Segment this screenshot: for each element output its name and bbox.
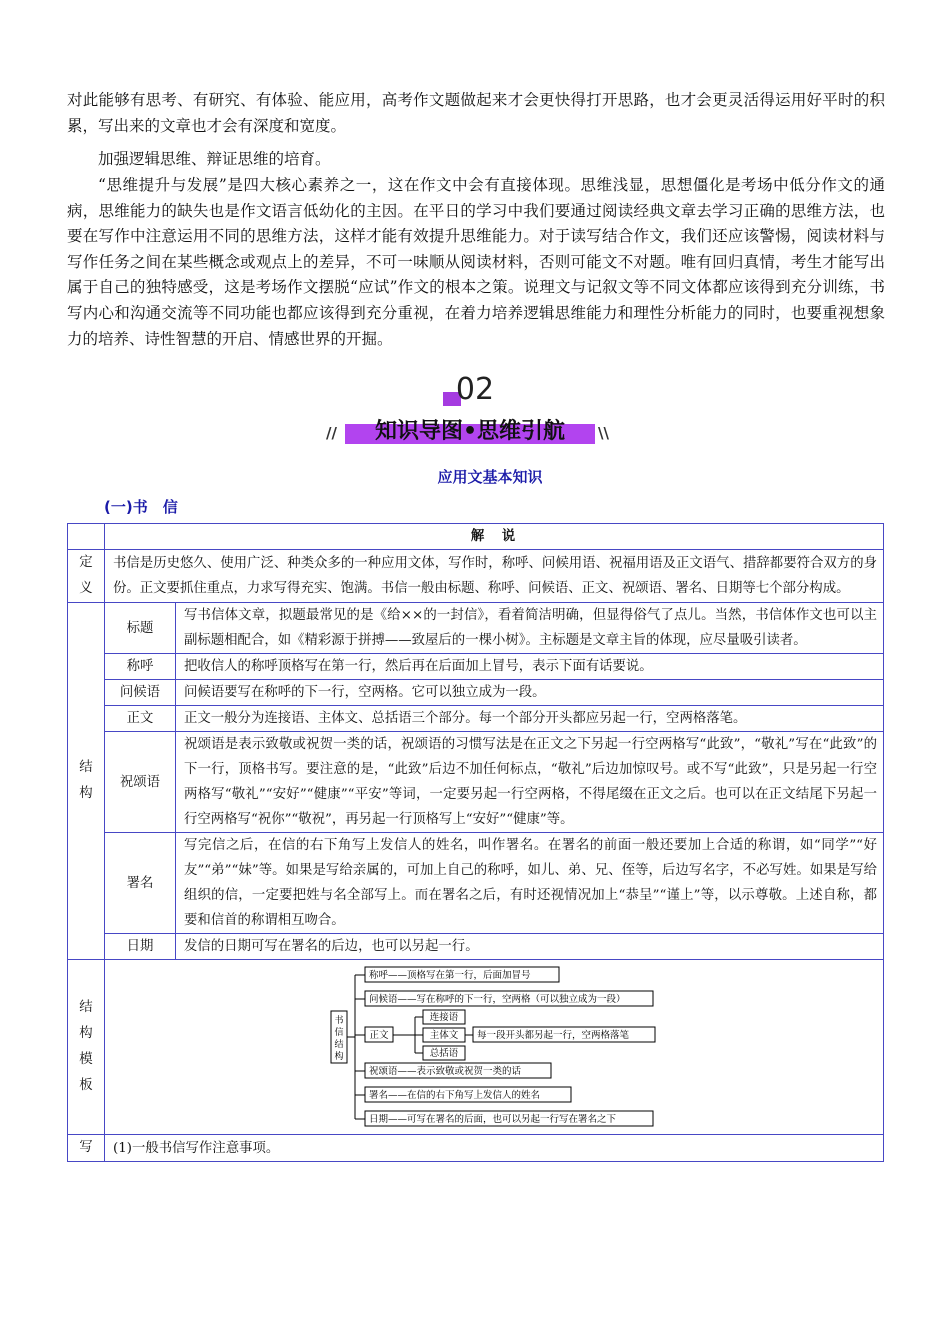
section-heading: 应用文基本知识 [437, 468, 543, 486]
diagram-date: 日期——可写在署名的后面，也可以另起一行写在署名之下 [369, 1114, 617, 1125]
writing-row [68, 1135, 884, 1162]
structure-item-name: 祝颂语 [105, 732, 176, 833]
badge-right-slashes: \\ [598, 424, 609, 442]
badge-left-slashes: // [326, 424, 337, 442]
letter-structure-diagram [329, 963, 659, 1131]
table-row [68, 603, 884, 654]
intro-paragraph-2: 加强逻辑思维、辩证思维的培育。 [98, 150, 331, 168]
intro-paragraph-3: “思维提升与发展”是四大核心素养之一，这在作文中会有直接体现。思维浅显，思想僵化是考场中低分作文的通病，思维能力的缺失也是作文语言低幼化的主因。在平日的学习中我们要通过阅读经典文章去学习正确的思维方法，也要在写作中注意运用不同的思维方法，这样才能有效提升思维能力。对于读写结合作文，我们还应该警惕，阅读材料与写作任务之间在某些概念或观点上的差异，不可一味顺从阅读材料，否则可能文不对题。唯有回归真情，考生才能写出属于自己的独特感受，这是考场作文摆脱“应试”作文的根本之策。说理文与记叙文等不同文体都应该得到充分训练，书写内心和沟通交流等不同功能也都应该得到充分重视，在着力培养逻辑思维能力和理性分析能力的同时，也要重视想象力的培养、诗性智慧的开启、情感世界的开掘。 [67, 176, 885, 348]
table-row [68, 706, 884, 732]
table-row [68, 732, 884, 833]
structure-item-text: 问候语要写在称呼的下一行，空两格。它可以独立成为一段。 [176, 680, 884, 706]
diagram-regards: 问候语——写在称呼的下一行，空两格（可以独立成为一段） [369, 994, 626, 1005]
diagram-blessing: 祝颂语——表示致敬或祝贺一类的话 [369, 1066, 522, 1077]
structure-item-text: 写书信体文章，拟题最常见的是《给××的一封信》，看着简洁明确，但显得俗气了点儿。当然，书信体作文也可以主副标题相配合，如《精彩源于拼搏——致屋后的一棵小树》。主标题是文章主旨的体现，应尽量吸引读者。 [176, 603, 884, 654]
diagram-signature: 署名——在信的右下角写上发信人的姓名 [369, 1090, 541, 1101]
diagram-body-part: 总括语 [429, 1048, 459, 1059]
table-row [68, 680, 884, 706]
structure-item-text: 正文一般分为连接语、主体文、总括语三个部分。每一个部分开头都应另起一行，空两格落笔。 [176, 706, 884, 732]
sub-heading: (一)书 信 [104, 498, 178, 516]
definition-row [68, 550, 884, 603]
writing-text: (1)一般书信写作注意事项。 [105, 1135, 884, 1162]
structure-item-name: 署名 [105, 833, 176, 934]
diagram-root-char: 书 [334, 1016, 344, 1026]
table-row [68, 934, 884, 960]
structure-item-name: 问候语 [105, 680, 176, 706]
writing-label: 写 [79, 1140, 93, 1155]
diagram-body-part: 主体文 [429, 1030, 459, 1041]
diagram-root-char: 信 [334, 1028, 344, 1038]
table-header: 解 说 [105, 524, 884, 550]
diagram-root-char: 结 [334, 1040, 344, 1050]
structure-item-name: 日期 [105, 934, 176, 960]
structure-item-text: 祝颂语是表示致敬或祝贺一类的话，祝颂语的习惯写法是在正文之下另起一行空两格写“此致”，“敬礼”写在“此致”的下一行，顶格书写。要注意的是，“此致”后边不加任何标点，“敬礼”后边加惊叹号。或不写“此致”，只是另起一行空两格写“敬礼”“安好”“健康”“平安”等词，一定要另起一行空两格，不得尾缀在正文之后。也可以在正文结尾下另起一行空两格写“祝你”“敬祝”，再另起一行顶格写上“安好”“健康”等。 [176, 732, 884, 833]
badge-title: 知识导图•思维引航 [374, 419, 566, 444]
diagram-body: 正文 [369, 1030, 389, 1041]
structure-diagram-cell [105, 960, 884, 1135]
template-label: 结构模板 [79, 1000, 93, 1093]
diagram-greeting: 称呼——顶格写在第一行，后面加冒号 [369, 970, 531, 981]
diagram-root-char: 构 [334, 1052, 344, 1062]
table-row [68, 833, 884, 934]
structure-item-name: 称呼 [105, 654, 176, 680]
structure-item-text: 发信的日期可写在署名的后边，也可以另起一行。 [176, 934, 884, 960]
diagram-body-part: 连接语 [429, 1012, 459, 1023]
definition-text: 书信是历史悠久、使用广泛、种类众多的一种应用文体，写作时，称呼、问候用语、祝福用语及正文语气、措辞都要符合双方的身份。正文要抓住重点，力求写得充实、饱满。书信一般由标题、称呼、问候语、正文、祝颂语、署名、日期等七个部分构成。 [105, 550, 884, 603]
structure-label: 结构 [79, 760, 93, 801]
structure-item-name: 标题 [105, 603, 176, 654]
section-badge [0, 372, 950, 452]
diagram-body-note: 每一段开头都另起一行，空两格落笔 [477, 1030, 630, 1041]
template-row [68, 960, 884, 1135]
definition-label: 定义 [79, 555, 93, 596]
intro-paragraph-1: 对此能够有思考、有研究、有体验、能应用，高考作文题做起来才会更快得打开思路，也才会更灵活得运用好平时的积累，写出来的文章也才会有深度和宽度。 [67, 91, 885, 135]
structure-item-text: 把收信人的称呼顶格写在第一行，然后再在后面加上冒号，表示下面有话要说。 [176, 654, 884, 680]
table-row [68, 654, 884, 680]
letter-knowledge-table [67, 523, 884, 1162]
table-header-row [68, 524, 884, 550]
structure-item-text: 写完信之后，在信的右下角写上发信人的姓名，叫作署名。在署名的前面一般还要加上合适的称谓，如“同学”“好友”“弟”“妹”等。如果是写给亲属的，可加上自己的称呼，如儿、弟、兄、侄等，后边写名字，不必写姓。如果是写给组织的信，一定要把姓与名全部写上。而在署名之后，有时还视情况加上“恭呈”“谨上”等，以示尊敬。上述自称，都要和信首的称谓相互吻合。 [176, 833, 884, 934]
structure-item-name: 正文 [105, 706, 176, 732]
badge-number: 02 [455, 372, 495, 407]
